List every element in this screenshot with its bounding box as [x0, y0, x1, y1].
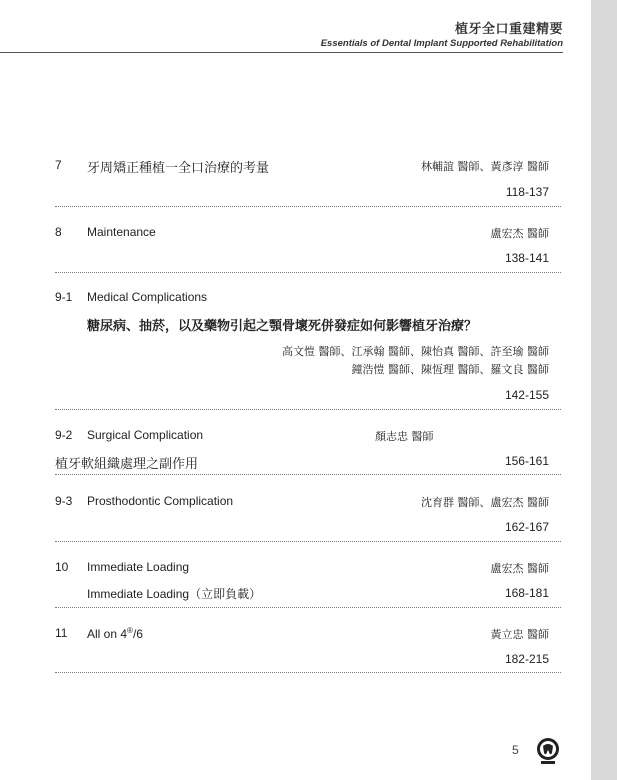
entry-chinese-title: 植牙軟組織處理之副作用 — [55, 457, 199, 472]
dotted-separator — [55, 409, 561, 410]
entry-authors: 沈育群 醫師、盧宏杰 醫師 — [421, 496, 549, 509]
registered-mark: ® — [127, 626, 133, 635]
society-logo-icon — [535, 736, 561, 766]
entry-title: 牙周矯正種植一全口治療的考量 — [87, 161, 270, 176]
entry-number: 7 — [55, 158, 62, 172]
entry-authors: 黃立忠 醫師 — [490, 628, 549, 641]
dotted-separator — [55, 206, 561, 207]
entry-number: 9-1 — [55, 290, 73, 304]
book-title: 植牙全口重建精要 — [454, 22, 563, 37]
entry-pages: 182-215 — [504, 652, 549, 666]
entry-pages: 142-155 — [504, 388, 549, 402]
entry-subtitle: Immediate Loading（立即負載） — [87, 587, 262, 601]
entry-number: 8 — [55, 225, 62, 239]
entry-number: 10 — [55, 560, 69, 574]
book-subtitle: Essentials of Dental Implant Supported Rehabilitation — [320, 38, 563, 49]
entry-pages: 118-137 — [505, 185, 549, 199]
entry-title-tail: /6 — [132, 627, 143, 641]
entry-chinese-title: 糖尿病、抽菸，以及藥物引起之顎骨壞死併發症如何影響植牙治療？ — [87, 319, 478, 334]
entry-number: 11 — [55, 626, 68, 640]
entry-pages: 162-167 — [504, 520, 549, 534]
entry-title — [87, 626, 143, 641]
entry-title: Medical Complications — [87, 290, 208, 304]
entry-authors: 盧宏杰 醫師 — [490, 227, 549, 240]
side-margin-bar — [591, 0, 617, 780]
entry-title: Maintenance — [87, 225, 156, 239]
entry-number: 9-3 — [55, 494, 73, 508]
entry-pages: 138-141 — [504, 251, 549, 265]
entry-number: 9-2 — [55, 428, 73, 442]
dotted-separator — [55, 474, 561, 475]
page-number: 5 — [512, 743, 519, 757]
entry-title: Immediate Loading — [87, 560, 190, 574]
entry-pages: 156-161 — [504, 454, 549, 468]
entry-authors: 林輔誼 醫師、黃彥淳 醫師 — [421, 160, 549, 173]
entry-pages: 168-181 — [504, 586, 549, 600]
dotted-separator — [55, 541, 561, 542]
entry-authors: 顏志忠 醫師 — [375, 430, 434, 443]
header-rule — [0, 52, 563, 53]
entry-authors-line-1: 高文愷 醫師、江承翰 醫師、陳怡真 醫師、許至瑜 醫師 — [282, 345, 549, 358]
entry-authors-line-2: 鐘浩愷 醫師、陳恆理 醫師、羅文良 醫師 — [351, 363, 549, 376]
entry-title-base: All on 4 — [87, 627, 128, 641]
entry-title: Prosthodontic Complication — [87, 494, 234, 508]
dotted-separator — [55, 272, 561, 273]
entry-authors: 盧宏杰 醫師 — [490, 562, 549, 575]
dotted-separator — [55, 607, 561, 608]
dotted-separator — [55, 672, 561, 673]
entry-title: Surgical Complication — [87, 428, 204, 442]
